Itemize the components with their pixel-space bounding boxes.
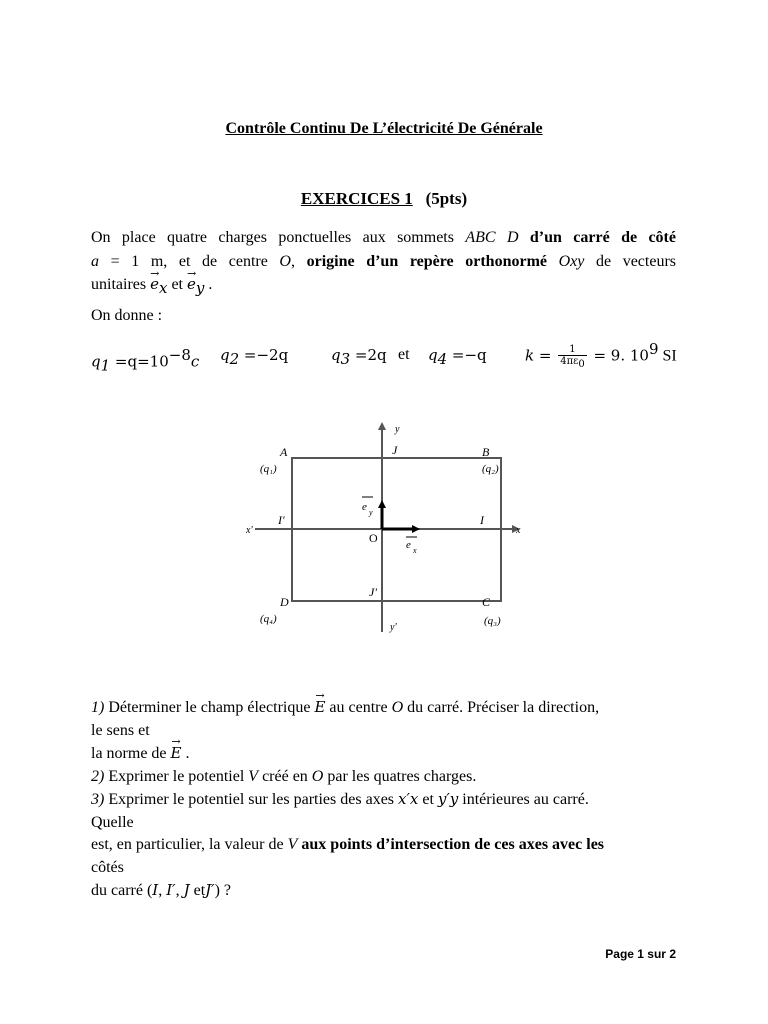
- q4-value: =−q: [447, 346, 487, 364]
- question-O: O: [311, 767, 324, 785]
- q1-exp: −8: [168, 346, 191, 364]
- given-q4: [428, 346, 487, 372]
- point-J: J: [183, 881, 190, 899]
- question-3-line-5: [91, 879, 676, 903]
- k-den-sub: 0: [578, 358, 585, 370]
- q2-sub: 2: [229, 350, 240, 369]
- question-text: créé en: [258, 767, 312, 785]
- label-q1: (q₁): [260, 463, 277, 475]
- intro-vertices: ABC D: [465, 229, 519, 246]
- question-text: et: [189, 882, 206, 899]
- intro-text: On place quatre charges ponctuelles aux sommets: [91, 229, 466, 246]
- question-3-line-2: Quelle: [91, 813, 134, 831]
- axis-xx: x′x: [398, 790, 419, 808]
- questions: [91, 696, 676, 903]
- vector-ex-sub: x: [158, 279, 168, 298]
- question-text: par les quatres charges.: [323, 767, 477, 785]
- q2-value: =−2q: [239, 346, 289, 364]
- q3-value: =2q: [350, 346, 387, 364]
- q4-symbol: q: [428, 346, 438, 364]
- intro-square: d’un carré de côté: [518, 229, 676, 246]
- exercise-intro: [91, 226, 676, 301]
- given-et: et: [398, 346, 410, 363]
- label-Ip: I': [278, 513, 285, 527]
- question-text: la norme de: [91, 745, 171, 762]
- question-1-line-2: le sens et: [91, 721, 150, 739]
- label-D: D: [280, 595, 289, 609]
- ex-vector-head: [412, 525, 420, 533]
- label-ex-sub: x: [413, 546, 417, 555]
- intro-text: ,: [290, 252, 307, 270]
- k-fraction-num: 1: [558, 344, 587, 356]
- q1-sub: 1: [100, 356, 111, 375]
- y-axis-arrow: [378, 422, 386, 430]
- question-2: [91, 766, 676, 789]
- given-q3: [331, 346, 387, 372]
- document-title: Contrôle Continu De L’électricité De Générale: [225, 120, 543, 137]
- q3-sub: 3: [340, 350, 351, 369]
- exercise-heading-label: EXERCICES 1: [300, 189, 413, 208]
- label-A: A: [280, 445, 288, 459]
- given-q2: [220, 346, 288, 372]
- question-text: intérieures au carré.: [458, 791, 589, 808]
- label-yp: y': [390, 622, 397, 633]
- k-den-text: 4πε: [560, 355, 579, 367]
- k-fraction-den: [558, 356, 587, 370]
- label-q4: (q₄): [260, 613, 277, 625]
- q1-symbol: q: [91, 352, 101, 371]
- question-text: ) ?: [214, 882, 231, 899]
- point-Ip: I′: [166, 881, 176, 899]
- question-O: O: [391, 699, 404, 716]
- label-O: O: [369, 531, 378, 545]
- on-donne: On donne :: [91, 307, 163, 324]
- question-3-line-3: [91, 834, 676, 857]
- label-C: C: [482, 595, 491, 609]
- question-1: [91, 696, 676, 720]
- k-unit: SI: [658, 347, 677, 365]
- k-symbol: k: [525, 346, 535, 365]
- label-q2: (q₂): [482, 463, 499, 475]
- intro-text: unitaires: [91, 276, 151, 293]
- label-ey: e: [362, 501, 367, 513]
- point-I: I: [152, 881, 159, 899]
- question-text-bold: aux points d’intersection de ces axes avec les: [297, 836, 605, 853]
- k-exp: 9: [648, 340, 659, 358]
- intro-origin: origine d’un repère orthonormé: [306, 252, 548, 270]
- intro-line-2: [91, 250, 676, 274]
- point-Jp: J′: [205, 881, 215, 899]
- question-text: Déterminer le champ électrique: [104, 699, 315, 716]
- q3-symbol: q: [331, 346, 341, 364]
- intro-line-1: [91, 226, 676, 250]
- axis-yy: y′y: [437, 790, 459, 808]
- question-text: ,: [158, 882, 167, 899]
- label-ey-sub: y: [369, 508, 373, 517]
- question-3-number: 3): [91, 791, 105, 808]
- k-fraction: [558, 344, 587, 370]
- question-text: et: [418, 791, 438, 808]
- intro-a: a: [91, 252, 99, 270]
- label-ex: e: [406, 539, 411, 551]
- question-text: est, en particulier, la valeur de: [91, 836, 288, 853]
- question-text: Exprimer le potentiel: [104, 767, 249, 785]
- question-1-line-3: [91, 742, 676, 766]
- q2-symbol: q: [220, 346, 230, 364]
- question-2-number: 2): [91, 767, 105, 785]
- vector-ex: → e: [150, 273, 159, 297]
- question-text: .: [181, 745, 190, 762]
- intro-text: et: [167, 276, 187, 293]
- label-J: J: [392, 443, 398, 457]
- label-y: y: [395, 424, 400, 435]
- intro-text: de vecteurs: [584, 252, 677, 270]
- exercise-points: (5pts): [425, 189, 468, 208]
- question-text: Exprimer le potentiel sur les parties des axes: [104, 791, 399, 808]
- intro-O: O: [279, 252, 291, 270]
- given-q1: [91, 346, 200, 375]
- label-q3: (q₃): [484, 615, 501, 627]
- question-text: du carré (: [91, 882, 153, 899]
- square-figure: [240, 418, 530, 640]
- intro-line-3: [91, 275, 213, 298]
- question-text: ,: [175, 882, 184, 899]
- question-V: V: [287, 836, 298, 853]
- k-value: = 9. 10: [588, 346, 649, 365]
- question-1-number: 1): [91, 699, 105, 716]
- intro-text: .: [204, 276, 213, 293]
- ey-vector-head: [378, 500, 386, 508]
- vector-ey: → e: [187, 273, 196, 297]
- exercise-heading: [0, 189, 768, 209]
- vector-E: → E: [314, 696, 325, 719]
- vector-E: → E: [171, 742, 182, 765]
- label-B: B: [482, 445, 490, 459]
- label-x: x: [516, 525, 521, 536]
- given-k: [525, 340, 677, 370]
- question-text: du carré. Préciser la direction,: [403, 699, 600, 716]
- question-3: [91, 788, 676, 812]
- intro-oxy: Oxy: [547, 252, 585, 270]
- vector-ey-sub: y: [195, 279, 205, 298]
- label-xp: x': [246, 525, 253, 536]
- question-V: V: [248, 767, 259, 785]
- page-footer: Page 1 sur 2: [605, 947, 676, 961]
- k-equals: =: [534, 346, 557, 365]
- q1-unit: c: [190, 352, 200, 371]
- q4-sub: 4: [437, 350, 448, 369]
- q1-value: =q=10: [110, 352, 169, 371]
- question-3-line-4: côtés: [91, 858, 124, 876]
- question-text: au centre: [325, 699, 392, 716]
- label-Jp: J': [369, 585, 377, 599]
- label-I: I: [480, 513, 484, 527]
- intro-text: = 1 m, et de centre: [99, 252, 280, 270]
